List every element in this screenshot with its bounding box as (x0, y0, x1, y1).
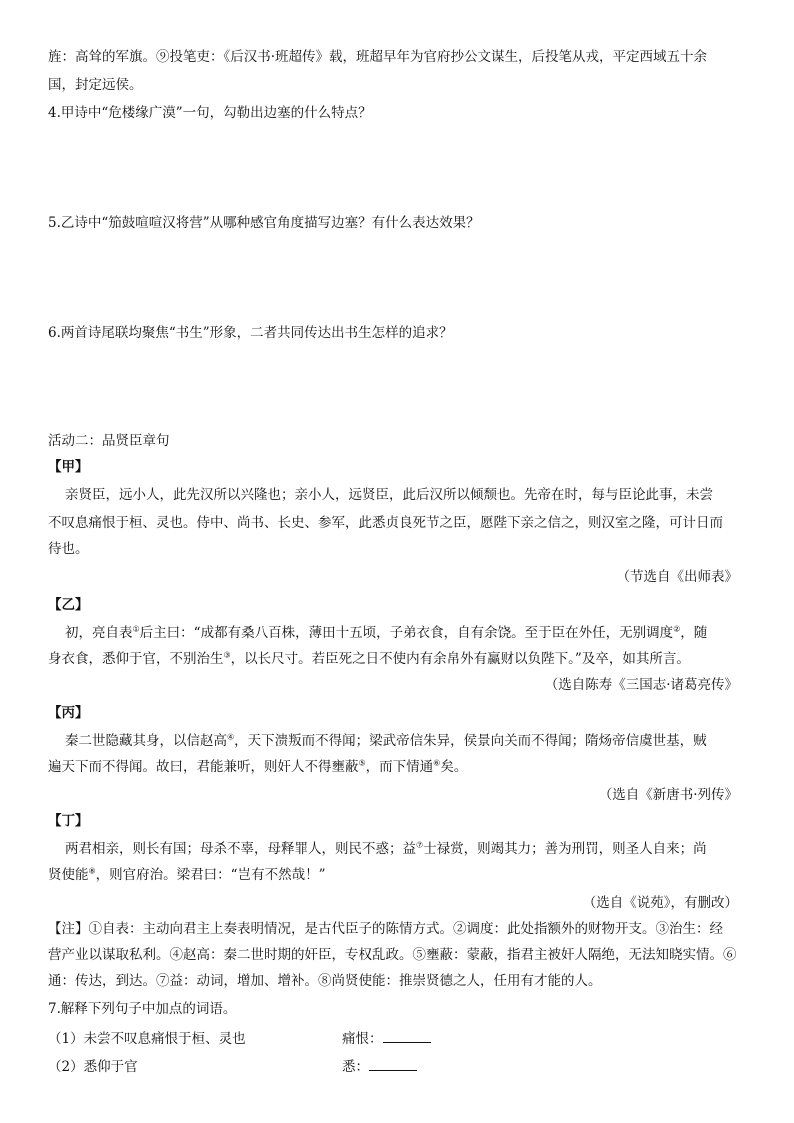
passage-bing-line: 秦二世隐藏其身，以信赵高④，天下溃叛而不得闻；梁武帝信朱异，侯景向关而不得闻；隋炀帝信虞世基，贼 (65, 732, 707, 749)
activity-title: 活动二：品贤臣章句 (48, 433, 170, 449)
notes-line: 营产业以谋取私利。④赵高：秦二世时期的奸臣，专权乱政。⑤壅蔽：蒙蔽，指君主被奸人隔绝，无法知晓实情。⑥ (48, 947, 737, 963)
question-7-title: 7.解释下列句子中加点的词语。 (48, 1001, 237, 1017)
footnote-marker: ① (132, 624, 140, 634)
passage-yi-line: 初，亮自表①后主曰：“成都有桑八百株，薄田十五顷，子弟衣食，自有余饶。至于臣在外任，无别调度②，随 (65, 624, 708, 641)
question-5: 5.乙诗中“笳鼓喧喧汉将营”从哪种感官角度描写边塞？有什么表达效果？ (48, 215, 480, 231)
footnote-marker: ④ (227, 732, 235, 742)
question-7-item-1 (48, 1030, 748, 1048)
passage-ding-line: 两君相亲，则长有国；母杀不辜，母释罪人，则民不惑；益⑦士禄赏，则竭其力；善为刑罚，则圣人自来；尚 (65, 840, 707, 857)
footnote-marker: ⑥ (433, 758, 441, 768)
question-7-item-2 (48, 1058, 748, 1076)
item-sentence: （1）未尝不叹息痛恨于桓、灵也 (48, 1031, 246, 1047)
passage-jia-line: 亲贤臣，远小人，此先汉所以兴隆也；亲小人，远贤臣，此后汉所以倾颓也。先帝在时，每与臣论此事，未尝 (65, 487, 713, 503)
passage-bing-line: 遍天下而不得闻。故曰，君能兼听，则奸人不得壅蔽⑤，而下情通⑥矣。 (48, 758, 468, 775)
passage-ding-source: （选自《说苑》，有删改） (582, 895, 738, 911)
notes-line: 【注】①自表：主动向君主上奏表明情况，是古代臣子的陈情方式。②调度：此处指额外的财物开支。③治生：经 (48, 921, 723, 937)
footnote-marker: ③ (223, 650, 231, 660)
question-6: 6.两首诗尾联均聚焦“书生”形象，二者共同传达出书生怎样的追求？ (48, 325, 453, 341)
footnote-marker: ⑦ (416, 840, 424, 850)
item-sentence: （2）悉仰于官 (48, 1059, 138, 1075)
passage-yi-label: 【乙】 (48, 597, 89, 613)
footnote-marker: ⑧ (88, 866, 96, 876)
note-continuation-line: 旌：高耸的军旗。⑨投笔吏：《后汉书·班超传》载，班超早年为官府抄公文谋生，后投笔从戎，平定西域五十余 (48, 49, 708, 65)
question-4: 4.甲诗中“危楼缘广漠”一句，勾勒出边塞的什么特点？ (48, 105, 372, 121)
notes-line: 通：传达，到达。⑦益：动词，增加、增补。⑧尚贤使能：推崇贤德之人，任用有才能的人。 (48, 973, 602, 989)
note-continuation-line: 国，封定远侯。 (48, 77, 143, 93)
passage-jia-label: 【甲】 (48, 459, 89, 475)
item-word-label: 悉： (342, 1058, 417, 1076)
passage-bing-source: （选自《新唐书·列传》 (598, 787, 738, 803)
answer-blank[interactable] (383, 1030, 431, 1043)
passage-jia-source: （节选自《出师表》 (616, 569, 738, 585)
passage-jia-line: 待也。 (48, 541, 89, 557)
passage-yi-line: 身衣食，悉仰于官，不别治生③，以长尺寸。若臣死之日不使内有余帛外有赢财以负陛下。”及卒，如其所言。 (48, 650, 690, 667)
answer-blank[interactable] (369, 1058, 417, 1071)
passage-bing-label: 【丙】 (48, 705, 89, 721)
item-word-label: 痛恨： (342, 1030, 431, 1048)
passage-ding-label: 【丁】 (48, 813, 89, 829)
passage-ding-line: 贤使能⑧，则官府治。梁君曰：“岂有不然哉！” (48, 866, 326, 883)
footnote-marker: ⑤ (358, 758, 366, 768)
footnote-marker: ② (673, 624, 681, 634)
passage-jia-line: 不叹息痛恨于桓、灵也。侍中、尚书、长史、参军，此悉贞良死节之臣，愿陛下亲之信之，则汉室之隆，可计日而 (48, 515, 723, 531)
passage-yi-source: （选自陈寿《三国志·诸葛亮传》 (544, 677, 738, 693)
